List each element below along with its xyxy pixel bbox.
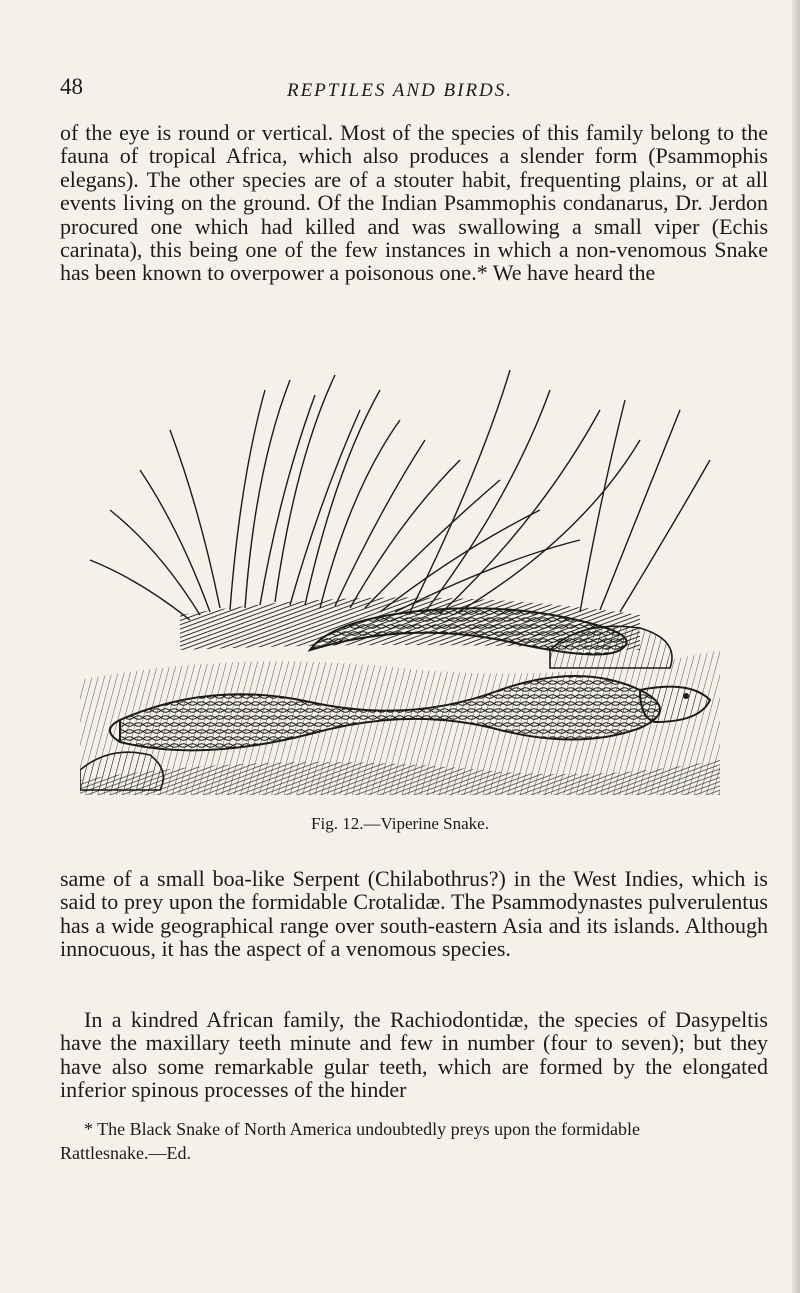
viperine-snake-engraving	[80, 350, 720, 795]
figure-caption: Fig. 12.—Viperine Snake.	[311, 814, 489, 833]
grass-tussock	[90, 370, 710, 620]
scan-edge	[792, 0, 800, 1293]
footnote-line-2: Rattlesnake.—Ed.	[60, 1143, 191, 1163]
footnote-line-1: * The Black Snake of North America undoubtedly preys upon the formidable	[84, 1119, 641, 1139]
paragraph-1: of the eye is round or vertical. Most of the species of this family belong to the fauna of tropical Africa, which also produces a slender form (Psammophis elegans). The other species are of a stouter habit, frequenting plains, or at all events living on the ground. Of the Indian Psammophis condanarus, Dr. Jerdon procured one which had killed and was swallowing a small viper (Echis carinata), this being one of the few instances in which a non-venomous Snake has been known to overpower a poisonous one.* We have heard the	[60, 120, 768, 286]
paragraph-2: same of a small boa-like Serpent (Chilabothrus?) in the West Indies, which is said to prey upon the formidable Crotalidæ. The Psammodynastes pulverulentus has a wide geographical range over south-eastern Asia and its islands. Although innocuous, it has the aspect of a venomous species.	[60, 866, 768, 962]
running-head: REPTILES AND BIRDS.	[286, 80, 514, 101]
figure-viperine-snake	[80, 350, 720, 795]
paragraph-3: In a kindred African family, the Rachiodontidæ, the species of Dasypeltis have the maxillary teeth minute and few in number (four to seven); but they have also some remarkable gular teeth, which are formed by the elongated inferior spinous processes of the hinder	[60, 1007, 768, 1103]
page-number: 48	[60, 74, 83, 99]
footnote	[60, 1117, 768, 1165]
